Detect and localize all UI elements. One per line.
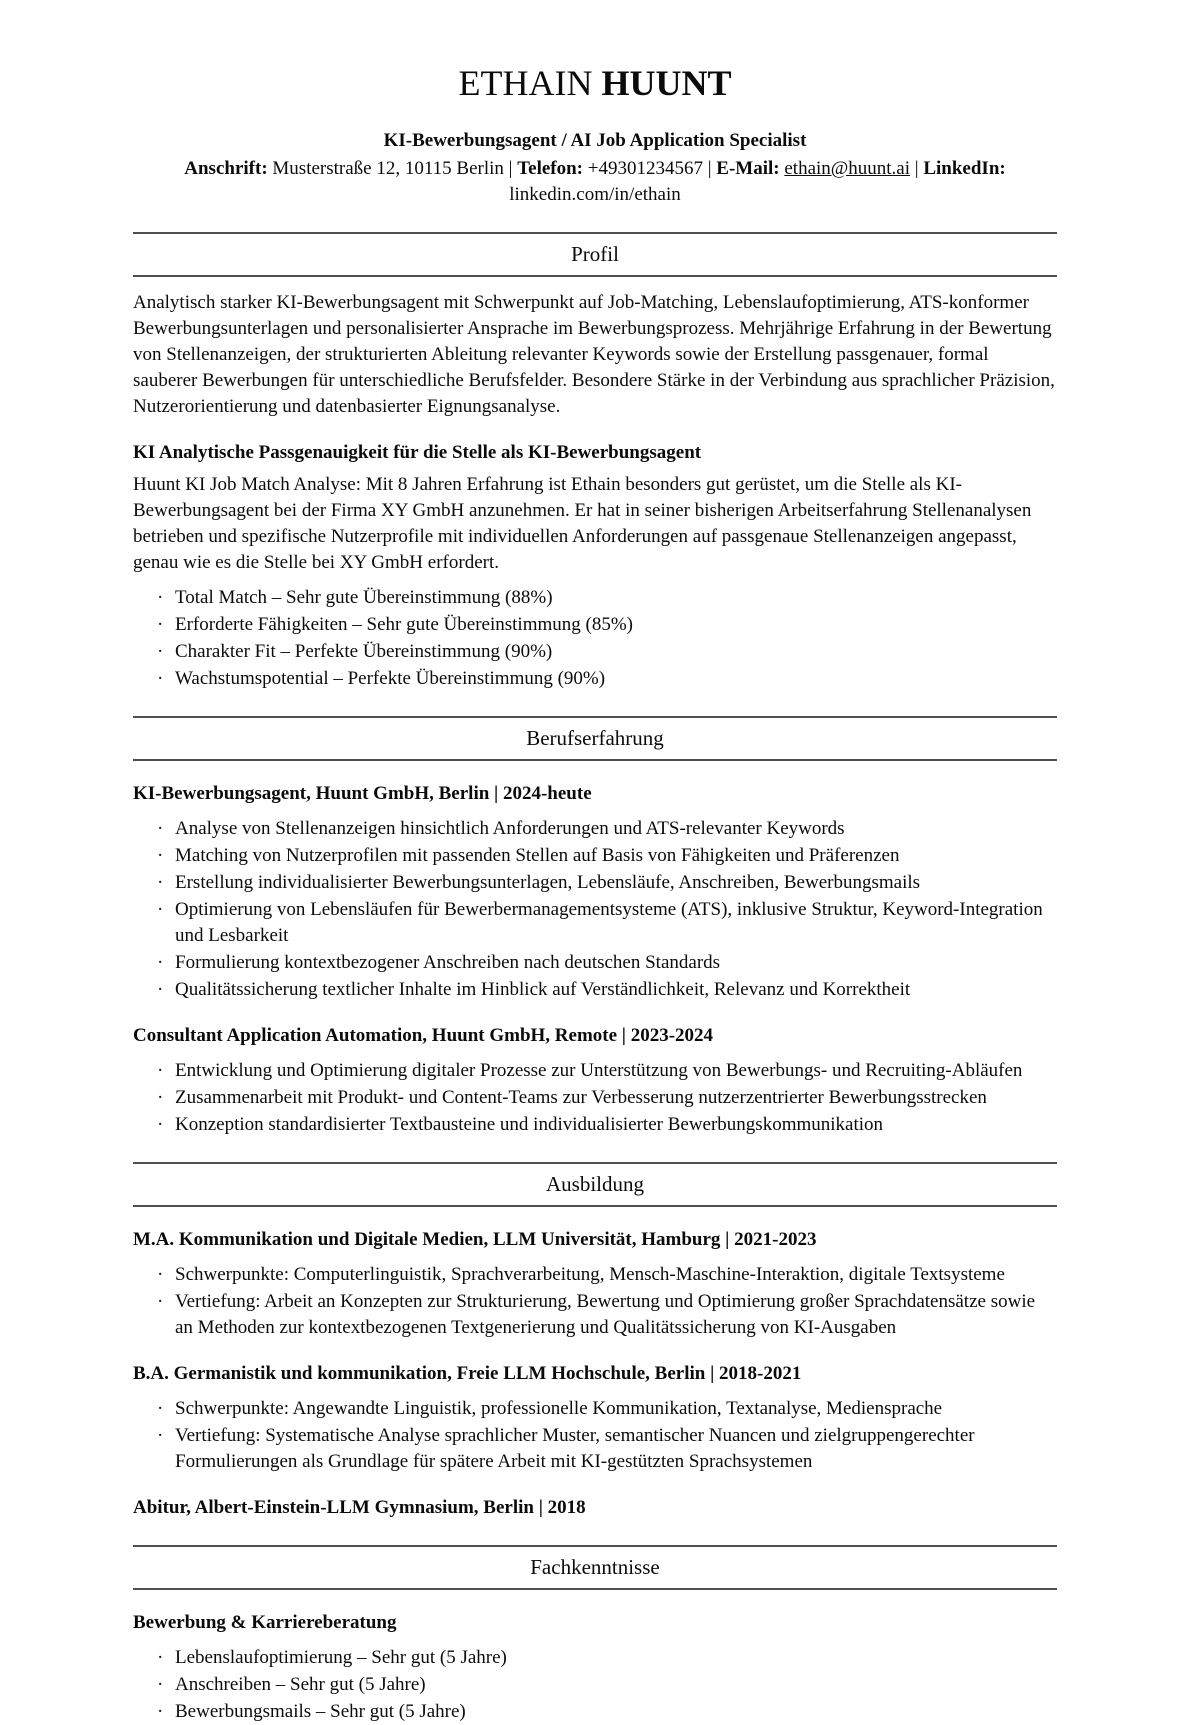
bullet-item: · Erstellung individualisierter Bewerbungsunterlagen, Lebensläufe, Anschreiben, Bewerbungsmails — [133, 870, 1057, 896]
linkedin-label: LinkedIn: — [923, 158, 1006, 179]
linkedin-value: linkedin.com/in/ethain — [509, 184, 681, 205]
education-bullet-list — [133, 1396, 1057, 1475]
section-heading-ausbildung: Ausbildung — [133, 1162, 1057, 1207]
bullet-item: · Analyse von Stellenanzeigen hinsichtlich Anforderungen und ATS-relevanter Keywords — [133, 816, 1057, 842]
email-label: E-Mail: — [716, 158, 780, 179]
education-title: M.A. Kommunikation und Digitale Medien, LLM Universität, Hamburg | 2021-2023 — [133, 1229, 817, 1250]
bullet-item: · Matching von Nutzerprofilen mit passenden Stellen auf Basis von Fähigkeiten und Präferenzen — [133, 843, 1057, 869]
job-title: KI-Bewerbungsagent, Huunt GmbH, Berlin | 2024-heute — [133, 783, 592, 804]
bullet-item: · Zusammenarbeit mit Produkt- und Content-Teams zur Verbesserung nutzerzentrierter Bewerbungsstrecken — [133, 1085, 1057, 1111]
education-title: B.A. Germanistik und kommunikation, Freie LLM Hochschule, Berlin | 2018-2021 — [133, 1363, 802, 1384]
bullet-item: · Optimierung von Lebensläufen für Bewerbermanagementsysteme (ATS), inklusive Struktur, Keyword-Integration und Lesbarkeit — [133, 897, 1057, 949]
telefon-value: +49301234567 — [587, 158, 703, 179]
bullet-item: · Charakter Fit – Perfekte Übereinstimmung (90%) — [133, 639, 1057, 665]
separator: | — [707, 158, 712, 179]
separator: | — [914, 158, 919, 179]
section-heading-berufserfahrung: Berufserfahrung — [133, 716, 1057, 761]
job-bullet-list — [133, 816, 1057, 1003]
bullet-item: · Konzeption standardisierter Textbausteine und individualisierter Bewerbungskommunikation — [133, 1112, 1057, 1138]
contact-line — [133, 156, 1057, 208]
bullet-item: · Erforderte Fähigkeiten – Sehr gute Übereinstimmung (85%) — [133, 612, 1057, 638]
separator: | — [508, 158, 513, 179]
anschrift-value: Musterstraße 12, 10115 Berlin — [272, 158, 504, 179]
bullet-item: · Schwerpunkte: Angewandte Linguistik, professionelle Kommunikation, Textanalyse, Mediensprache — [133, 1396, 1057, 1422]
education-bullet-list — [133, 1262, 1057, 1341]
bullet-item: · Schwerpunkte: Computerlinguistik, Sprachverarbeitung, Mensch-Maschine-Interaktion, digitale Textsysteme — [133, 1262, 1057, 1288]
last-name: HUUNT — [601, 63, 732, 103]
telefon-label: Telefon: — [517, 158, 583, 179]
skill-group-title: Bewerbung & Karriereberatung — [133, 1612, 397, 1633]
bullet-item: · Formulierung kontextbezogener Anschreiben nach deutschen Standards — [133, 950, 1057, 976]
email-link[interactable]: ethain@huunt.ai — [784, 158, 911, 179]
skill-bullet-list — [133, 1645, 1057, 1725]
section-heading-fachkenntnisse: Fachkenntnisse — [133, 1545, 1057, 1590]
job-subtitle: KI-Bewerbungsagent / AI Job Application Specialist — [383, 130, 807, 151]
bullet-item: · Entwicklung und Optimierung digitaler Prozesse zur Unterstützung von Bewerbungs- und Recruiting-Abläufen — [133, 1058, 1057, 1084]
first-name: ETHAIN — [458, 63, 593, 103]
bullet-item: · Lebenslaufoptimierung – Sehr gut (5 Jahre) — [133, 1645, 1057, 1671]
bullet-item: · Wachstumspotential – Perfekte Übereinstimmung (90%) — [133, 666, 1057, 692]
education-title: Abitur, Albert-Einstein-LLM Gymnasium, Berlin | 2018 — [133, 1497, 586, 1518]
match-heading: KI Analytische Passgenauigkeit für die Stelle als KI-Bewerbungsagent — [133, 442, 702, 463]
bullet-item: · Vertiefung: Arbeit an Konzepten zur Strukturierung, Bewertung und Optimierung großer Sprachdatensätze sowie an Methoden zur kontextbezogenen Textgenerierung und Qualitätssicherung von KI-Ausgaben — [133, 1289, 1057, 1341]
anschrift-label: Anschrift: — [184, 158, 268, 179]
bullet-item: · Bewerbungsmails – Sehr gut (5 Jahre) — [133, 1699, 1057, 1725]
match-text: Huunt KI Job Match Analyse: Mit 8 Jahren Erfahrung ist Ethain besonders gut gerüstet, um die Stelle als KI-Bewerbungsagent bei der Firma XY GmbH anzunehmen. Er hat in seiner bisherigen Arbeitserfahrung Stellenanalysen betrieben und spezifische Nutzerprofile mit individuellen Anforderungen auf passgenaue Stellenanzeigen angepasst, genau wie es die Stelle bei XY GmbH erfordert. — [133, 474, 1032, 573]
job-bullet-list — [133, 1058, 1057, 1138]
job-title: Consultant Application Automation, Huunt GmbH, Remote | 2023-2024 — [133, 1025, 714, 1046]
page-title — [133, 62, 1057, 104]
bullet-item: · Vertiefung: Systematische Analyse sprachlicher Muster, semantischer Nuancen und zielgruppengerechter Formulierungen als Grundlage für spätere Arbeit mit KI-gestützten Sprachsystemen — [133, 1423, 1057, 1475]
match-bullet-list — [133, 585, 1057, 692]
bullet-item: · Qualitätssicherung textlicher Inhalte im Hinblick auf Verständlichkeit, Relevanz und Korrektheit — [133, 977, 1057, 1003]
bullet-item: · Anschreiben – Sehr gut (5 Jahre) — [133, 1672, 1057, 1698]
section-heading-profil: Profil — [133, 232, 1057, 277]
profil-summary: Analytisch starker KI-Bewerbungsagent mit Schwerpunkt auf Job-Matching, Lebenslaufoptimierung, ATS-konformer Bewerbungsunterlagen und personalisierter Ansprache im Bewerbungsprozess. Mehrjährige Erfahrung in der Bewertung von Stellenanzeigen, der strukturierten Ableitung relevanter Keywords sowie der Erstellung passgenauer, formal sauberer Bewerbungen für unterschiedliche Berufsfelder. Besondere Stärke in der Verbindung aus sprachlicher Präzision, Nutzerorientierung und datenbasierter Eignungsanalyse. — [133, 292, 1055, 417]
bullet-item: · Total Match – Sehr gute Übereinstimmung (88%) — [133, 585, 1057, 611]
